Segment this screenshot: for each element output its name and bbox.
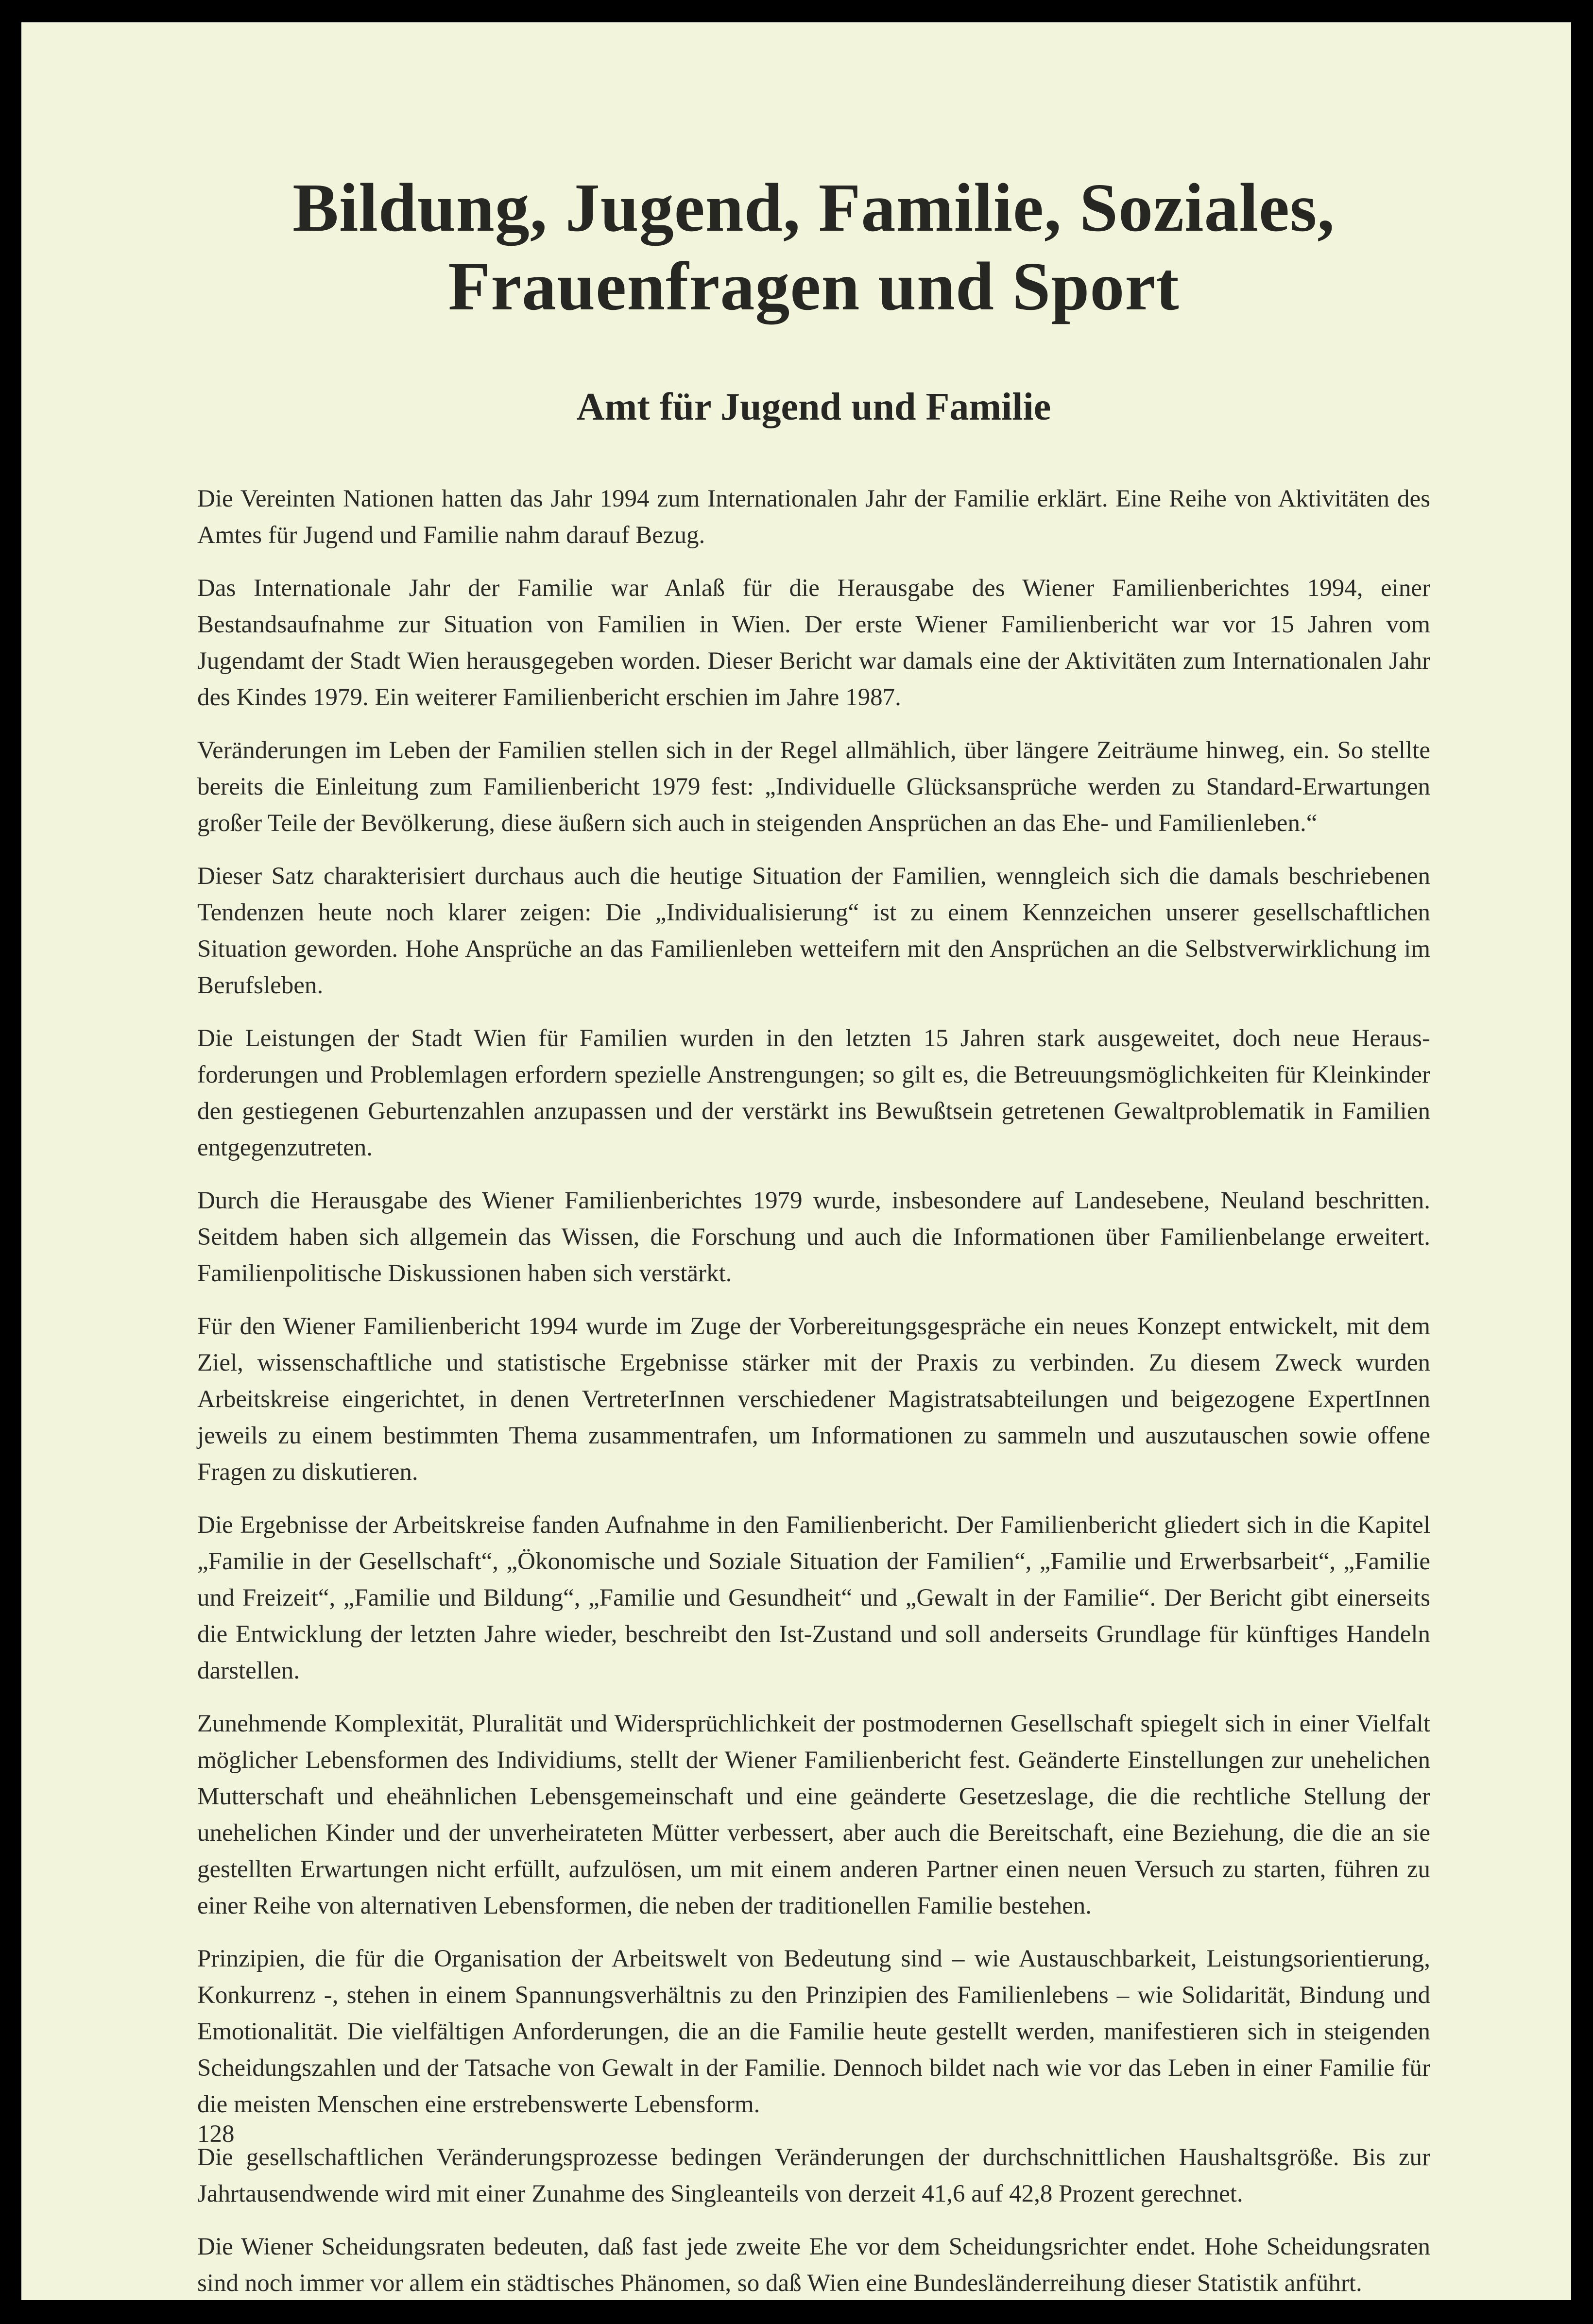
body-paragraph: Durch die Herausgabe des Wiener Familienberichtes 1979 wurde, insbesondere auf Landesebene, Neuland beschritten. Seitdem haben sich allgemein das Wissen, die Forschung und auch die Informationen über Familienbelange erweitert. Familienpolitische Diskussionen haben sich verstärkt. <box>197 1187 1430 1287</box>
body-paragraph: Dieser Satz charakterisiert durchaus auch die heutige Situation der Familien, wenngleich sich die damals beschriebenen Tendenzen heute noch klarer zeigen: Die „Individualisierung“ ist zu einem Kennzeichen unserer gesellschaftlichen Situation geworden. Hohe Ansprüche an das Familienleben wetteifern mit den Ansprüchen an die Selbstverwirklichung im Berufsleben. <box>197 863 1430 999</box>
body-paragraph: Prinzipien, die für die Organisation der Arbeitswelt von Bedeutung sind – wie Austauschbarkeit, Leistungsorientierung, Konkurrenz -, stehen in einem Spannungsverhältnis zu den Prinzipien des Familienlebens – wie Solidarität, Bindung und Emotionalität. Die vielfältigen Anforderungen, die an die Familie heute gestellt werden, manifestieren sich in steigenden Scheidungszahlen und der Tatsache von Gewalt in der Familie. Dennoch bildet nach wie vor das Leben in einer Familie für die meisten Menschen eine erstrebenswerte Lebensform. <box>197 1945 1430 2118</box>
body-paragraph: Für den Wiener Familienbericht 1994 wurde im Zuge der Vorbereitungsgespräche ein neues Konzept entwickelt, mit dem Ziel, wissenschaftliche und statistische Ergebnisse stärker mit der Praxis zu verbinden. Zu diesem Zweck wurden Arbeitskreise eingerichtet, in denen VertreterInnen verschiedener Magistratsabteilungen und beigezogene ExpertInnen jeweils zu einem bestimmten Thema zusammentrafen, um Informationen zu sammeln und auszutauschen sowie offene Fragen zu diskutieren. <box>197 1313 1430 1486</box>
page-content <box>197 168 1430 2300</box>
document-page <box>21 22 1571 2300</box>
body-paragraph: Veränderungen im Leben der Familien stellen sich in der Regel allmählich, über längere Zeiträume hinweg, ein. So stellte bereits die Einleitung zum Familienbericht 1979 fest: „Individuelle Glücksansprüche werden zu Standard-Erwartungen großer Teile der Bevölkerung, diese äußern sich auch in steigenden Ansprüchen an das Ehe- und Familienleben.“ <box>197 737 1430 837</box>
page-number: 128 <box>197 2120 235 2148</box>
section-heading: Amt für Jugend und Familie <box>576 386 1051 428</box>
body-paragraph: Die gesellschaftlichen Veränderungsprozesse bedingen Veränderungen der durchschnittlichen Haushaltsgröße. Bis zur Jahrtausendwende wird mit einer Zunahme des Singleanteils von derzeit 41,6 auf 42,8 Prozent gerechnet. <box>197 2144 1430 2207</box>
body-paragraph: Die Wiener Scheidungsraten bedeuten, daß fast jede zweite Ehe vor dem Scheidungsrichter endet. Hohe Scheidungsraten sind noch immer vor allem ein städtisches Phänomen, so daß Wien eine Bundesländerreihung dieser Statistik anführt. <box>197 2233 1430 2297</box>
chapter-title-line-2: Frauenfragen und Sport <box>448 248 1180 324</box>
body-paragraph: Zunehmende Komplexität, Pluralität und Widersprüchlichkeit der postmodernen Gesellschaft spiegelt sich in einer Vielfalt möglicher Lebensformen des Individiums, stellt der Wiener Familienbericht fest. Geänderte Einstellungen zur unehelichen Mutterschaft und eheähnlichen Lebensgemeinschaft und eine geänderte Gesetzeslage, die die rechtliche Stellung der unehelichen Kinder und der unverheirateten Mütter verbessert, aber auch die Bereitschaft, eine Beziehung, die die an sie gestellten Erwartungen nicht erfüllt, aufzulösen, um mit einem anderen Partner einen neuen Versuch zu starten, führen zu einer Reihe von alternativen Lebensformen, die neben der traditionellen Familie bestehen. <box>197 1710 1430 1919</box>
body-paragraph: Die Leistungen der Stadt Wien für Familien wurden in den letzten 15 Jahren stark ausgeweitet, doch neue Herausforderungen und Problemlagen erfordern spezielle Anstrengungen; so gilt es, die Betreuungsmöglichkeiten für Kleinkinder den gestiegenen Geburtenzahlen anzupassen und der verstärkt ins Bewußtsein getretenen Gewaltproblematik in Familien entgegenzutreten. <box>197 1025 1430 1161</box>
chapter-title-line-1: Bildung, Jugend, Familie, Soziales, <box>292 169 1335 246</box>
body-paragraph: Die Ergebnisse der Arbeitskreise fanden Aufnahme in den Familienbericht. Der Familienbericht gliedert sich in die Kapitel „Familie in der Gesellschaft“, „Ökonomische und Soziale Situation der Familien“, „Familie und Erwerbsarbeit“, „Familie und Freizeit“, „Familie und Bildung“, „Familie und Gesundheit“ und „Gewalt in der Familie“. Der Bericht gibt einerseits die Entwicklung der letzten Jahre wieder, beschreibt den Ist-Zustand und soll anderseits Grundlage für künftiges Handeln darstellen. <box>197 1511 1430 1684</box>
chapter-title <box>197 168 1430 325</box>
body-paragraph: Die Vereinten Nationen hatten das Jahr 1994 zum Internationalen Jahr der Familie erklärt. Eine Reihe von Aktivitäten des Amtes für Jugend und Familie nahm darauf Bezug. <box>197 485 1430 549</box>
body-paragraph: Das Internationale Jahr der Familie war Anlaß für die Herausgabe des Wiener Familienberichtes 1994, einer Bestandsaufnahme zur Situation von Familien in Wien. Der erste Wiener Familienbericht war vor 15 Jahren vom Jugendamt der Stadt Wien herausgegeben worden. Dieser Bericht war damals eine der Aktivitäten zum Internationalen Jahr des Kindes 1979. Ein weiterer Familienbericht erschien im Jahre 1987. <box>197 575 1430 711</box>
